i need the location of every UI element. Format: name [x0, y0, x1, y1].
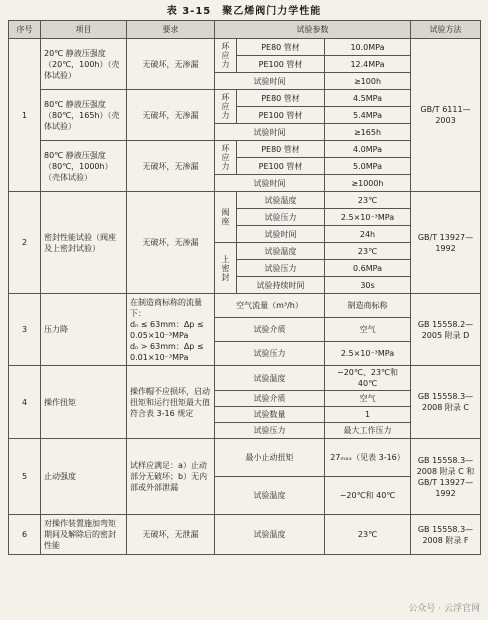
item-cell: 80℃ 静液压强度（80℃，165h）（壳体试验）	[41, 90, 127, 141]
header-params: 试验参数	[215, 21, 411, 39]
table-row	[9, 439, 481, 477]
method-cell: GB 15558.2—2005 附录 D	[411, 294, 481, 366]
param-value: 空气	[325, 391, 411, 407]
param-value: 24h	[325, 226, 411, 243]
param-value: ≥1000h	[325, 175, 411, 192]
param-name: 试验温度	[215, 515, 325, 555]
param-value: 0.6MPa	[325, 260, 411, 277]
watermark: 公众号 · 云浮官网	[408, 604, 480, 614]
header-requirement: 要求	[127, 21, 215, 39]
header-no: 序号	[9, 21, 41, 39]
param-name: 试验介质	[215, 318, 325, 342]
requirement-line: dₙ ≤ 63mm：Δp ≤ 0.05×10⁻³MPa	[130, 319, 204, 340]
param-name: 试验时间	[215, 175, 325, 192]
requirement-cell: 无破坏，无渗漏	[127, 192, 215, 294]
table-row	[9, 366, 481, 391]
param-value: 27ₘₐₓ（见表 3-16）	[325, 439, 411, 477]
requirement-line: dₙ > 63mm：Δp ≤ 0.01×10⁻³MPa	[130, 341, 204, 362]
param-name: 试验压力	[215, 342, 325, 366]
param-name: 试验压力	[215, 423, 325, 439]
param-group-label: 阀座	[215, 192, 237, 243]
table-row	[9, 294, 481, 318]
param-value: ≥165h	[325, 124, 411, 141]
param-name: 试验温度	[237, 192, 325, 209]
row-number: 4	[9, 366, 41, 439]
row-number: 6	[9, 515, 41, 555]
table-row	[9, 141, 481, 158]
requirement-cell: 操作帽不应损坏，启动扭矩和运行扭矩最大值符合表 3-16 规定	[127, 366, 215, 439]
requirement-cell: 无破坏，无渗漏	[127, 90, 215, 141]
table-title: 表 3-15 聚乙烯阀门力学性能	[166, 6, 322, 17]
param-name: 试验温度	[237, 243, 325, 260]
item-cell: 20℃ 静液压强度（20℃，100h）（壳体试验）	[41, 39, 127, 90]
param-value: 5.0MPa	[325, 158, 411, 175]
param-name: 试验持续时间	[237, 277, 325, 294]
row-number: 3	[9, 294, 41, 366]
requirement-cell: 试样应满足：a）止动部分无破坏；b）无内部或外部泄漏	[127, 439, 215, 515]
param-name: PE80 管材	[237, 39, 325, 56]
param-value: 2.5×10⁻³MPa	[325, 342, 411, 366]
param-name: 最小止动扭矩	[215, 439, 325, 477]
param-name: PE100 管材	[237, 56, 325, 73]
header-row	[9, 21, 481, 39]
requirement-cell	[127, 294, 215, 366]
method-cell: GB/T 13927—1992	[411, 192, 481, 294]
param-group-label: 环应力	[215, 141, 237, 175]
item-cell: 止动强度	[41, 439, 127, 515]
item-cell: 操作扭矩	[41, 366, 127, 439]
param-name: 试验时间	[215, 124, 325, 141]
requirement-line: 在制造商标称的流量下：	[130, 297, 202, 318]
requirement-cell: 无破坏，无渗漏	[127, 141, 215, 192]
method-cell: GB 15558.3—2008 附录 F	[411, 515, 481, 555]
param-value: −20℃、23℃和 40℃	[325, 366, 411, 391]
param-name: 试验温度	[215, 366, 325, 391]
header-method: 试验方法	[411, 21, 481, 39]
param-name: 试验温度	[215, 477, 325, 515]
param-name: 试验时间	[215, 73, 325, 90]
param-value: 30s	[325, 277, 411, 294]
param-value: 4.0MPa	[325, 141, 411, 158]
item-cell: 密封性能试验（阀座及上密封试验）	[41, 192, 127, 294]
param-value: 4.5MPa	[325, 90, 411, 107]
param-group-label: 环应力	[215, 90, 237, 124]
param-value: 1	[325, 407, 411, 423]
param-name: PE100 管材	[237, 107, 325, 124]
param-value: 10.0MPa	[325, 39, 411, 56]
param-value: 12.4MPa	[325, 56, 411, 73]
param-value: 制造商标称	[325, 294, 411, 318]
item-cell: 对操作装置施加弯矩期间及解除后的密封性能	[41, 515, 127, 555]
param-name: 试验数量	[215, 407, 325, 423]
row-number: 1	[9, 39, 41, 192]
param-name: PE80 管材	[237, 141, 325, 158]
method-cell: GB 15558.3—2008 附录 C	[411, 366, 481, 439]
param-group-label: 上密封	[215, 243, 237, 294]
param-name: 试验时间	[237, 226, 325, 243]
row-number: 2	[9, 192, 41, 294]
param-name: PE80 管材	[237, 90, 325, 107]
param-value: 23℃	[325, 192, 411, 209]
param-group-label: 环应力	[215, 39, 237, 73]
table-row	[9, 515, 481, 555]
requirement-cell: 无破坏，无泄漏	[127, 515, 215, 555]
table-row	[9, 39, 481, 56]
method-cell: GB 15558.3—2008 附录 C 和 GB/T 13927—1992	[411, 439, 481, 515]
param-name: 试验压力	[237, 209, 325, 226]
table-row	[9, 90, 481, 107]
param-value: −20℃和 40℃	[325, 477, 411, 515]
param-value: 23℃	[325, 243, 411, 260]
param-name: PE100 管材	[237, 158, 325, 175]
param-name: 试验介质	[215, 391, 325, 407]
mechanical-properties-table	[8, 20, 481, 555]
param-value: 最大工作压力	[325, 423, 411, 439]
requirement-cell: 无破坏，无渗漏	[127, 39, 215, 90]
item-cell: 压力降	[41, 294, 127, 366]
header-item: 项目	[41, 21, 127, 39]
param-value: 5.4MPa	[325, 107, 411, 124]
table-row	[9, 192, 481, 209]
item-cell: 80℃ 静液压强度（80℃，1000h）（壳体试验）	[41, 141, 127, 192]
param-name: 试验压力	[237, 260, 325, 277]
param-value: 2.5×10⁻³MPa	[325, 209, 411, 226]
param-value: 空气	[325, 318, 411, 342]
row-number: 5	[9, 439, 41, 515]
param-value: ≥100h	[325, 73, 411, 90]
param-value: 23℃	[325, 515, 411, 555]
method-cell: GB/T 6111—2003	[411, 39, 481, 192]
param-name: 空气流量（m³/h）	[215, 294, 325, 318]
